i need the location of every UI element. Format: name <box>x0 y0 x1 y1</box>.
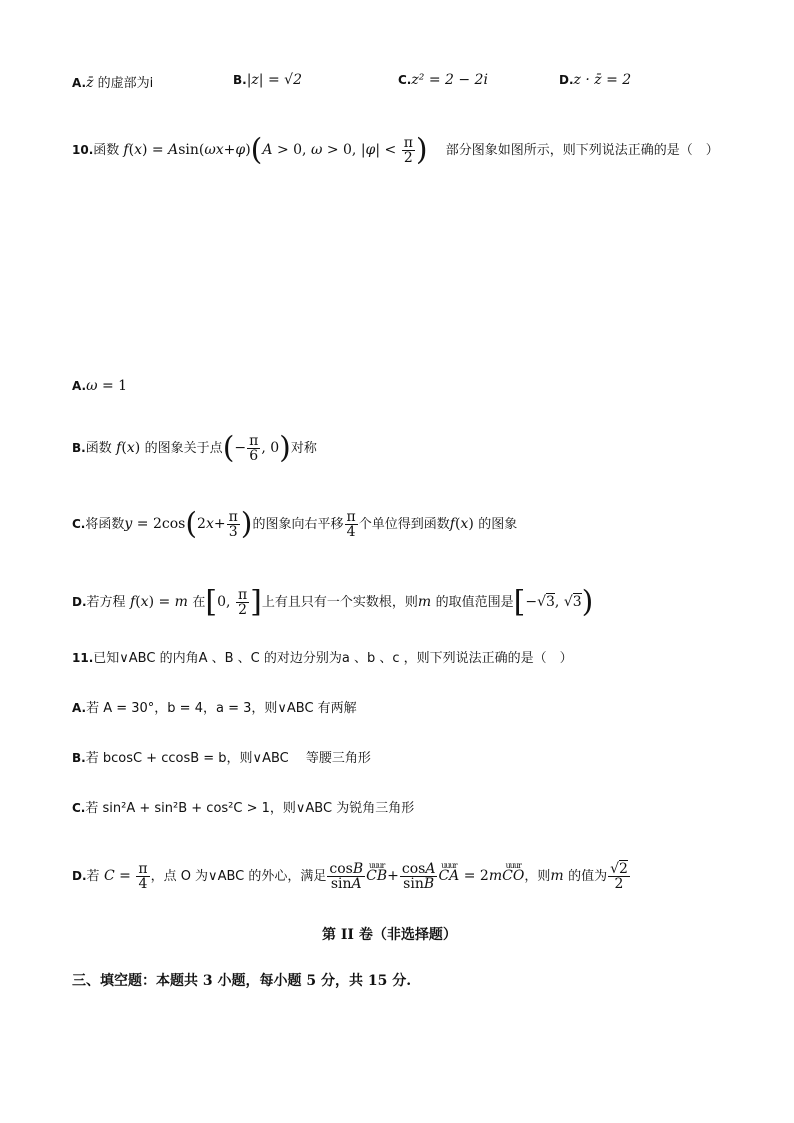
vector-cb: uuur CB <box>366 861 388 884</box>
function-formula: f <box>123 142 129 158</box>
question-number: 10. <box>72 143 94 157</box>
option-text: 若 A = 30°，b = 4，a = 3，则∨ABC 有两解 <box>86 701 357 716</box>
stem-suffix: 部分图象如图所示，则下列说法正确的是（ ） <box>445 143 719 158</box>
option-label: B. <box>233 73 247 87</box>
z-bar-symbol: z̄ <box>86 75 94 91</box>
option-text: 上有且只有一个实数根，则 <box>261 595 418 610</box>
option-math: |z| = √2 <box>246 72 302 88</box>
q10-option-a: A.ω = 1 <box>72 378 128 394</box>
pi-over-4-fraction: $\frac{\pi}{4}$ <box>138 861 148 892</box>
option-label: C. <box>398 73 412 87</box>
option-label: D. <box>559 73 574 87</box>
pi-over-3-fraction: $\frac{\pi}{3}$ <box>228 509 238 540</box>
option-text: ，点 O 为∨ABC 的外心，满足 <box>150 869 327 884</box>
option-label: A. <box>72 379 87 393</box>
stem-prefix: 函数 <box>93 143 120 158</box>
q10-stem: 10.函数 f(x) = Asin(ωx+φ)(A > 0, ω > 0, |φ| < $\frac{\pi}{2}$ ) 部分图象如图所示，则下列说法正确的是（ ） <box>72 132 719 168</box>
option-math: z² = 2 − 2i <box>411 72 488 88</box>
option-text: 在 <box>192 595 206 610</box>
q10-option-c: C.将函数y = 2cos(2x+ $\frac{\pi}{3}$ )的图象向右平移 $\frac{\pi}{4}$ 个单位得到函数f(x) 的图象 <box>72 506 518 542</box>
option-text: 的值为 <box>568 869 608 884</box>
graph-placeholder-area <box>72 180 722 360</box>
option-text: 的图象关于点 <box>144 441 223 456</box>
option-label: C. <box>72 801 86 815</box>
option-text: 对称 <box>290 441 317 456</box>
section-title: 第 II 卷（非选择题） <box>322 927 457 943</box>
q11-stem <box>72 648 573 669</box>
sqrt2-over-2-fraction: $\frac{√2}{2}$ <box>610 861 628 892</box>
option-text: 将函数 <box>85 517 125 532</box>
q9-option-b <box>233 72 302 88</box>
option-text: 若方程 <box>86 595 126 610</box>
option-text: ，则 <box>524 869 551 884</box>
option-text: 的虚部为i <box>93 76 154 91</box>
option-text: 的图象 <box>478 517 518 532</box>
q11-option-c <box>72 798 414 819</box>
option-math: z · z̄ = 2 <box>573 72 632 88</box>
q11-option-b <box>72 748 371 769</box>
q9-option-a <box>72 72 153 91</box>
option-text: 个单位得到函数 <box>358 517 450 532</box>
cosA-over-sinB-fraction: $\frac{\cos A}{\sin B}$ <box>401 861 436 892</box>
option-text: 的取值范围是 <box>435 595 514 610</box>
option-label: B. <box>72 441 86 455</box>
option-text: 若 <box>86 869 100 884</box>
option-label: A. <box>72 76 87 90</box>
option-label: A. <box>72 701 87 715</box>
pi-over-2-fraction: $\frac{\pi}{2}$ <box>403 135 413 166</box>
q9-option-c <box>398 72 488 88</box>
vector-co: uuur CO <box>502 861 525 884</box>
part-three-heading: 三、填空题：本题共 3 小题，每小题 5 分，共 15 分. <box>72 973 412 989</box>
question-number: 11. <box>72 651 94 665</box>
vector-ca: uuur CA <box>438 861 460 884</box>
q10-option-b: B.函数 f(x) 的图象关于点(− $\frac{\pi}{6}$ , 0)对称 <box>72 430 317 466</box>
option-text: 若 sin²A + sin²B + cos²C > 1，则∨ABC 为锐角三角形 <box>85 801 415 816</box>
cosB-over-sinA-fraction: $\frac{\cos B}{\sin A}$ <box>329 861 364 892</box>
q9-option-d <box>559 72 631 88</box>
q10-option-d: D.若方程 f(x) = m 在[0, $\frac{\pi}{2}$ ]上有且只有一个实数根，则m 的取值范围是[−√3, √3) <box>72 584 594 620</box>
option-text: 函数 <box>85 441 112 456</box>
option-label: D. <box>72 595 87 609</box>
stem-text: 已知∨ABC 的内角A 、B 、C 的对边分别为a 、b 、c ，则下列说法正确的是（ ） <box>93 651 573 666</box>
option-text: 若 bcosC + ccosB = b，则∨ABC 等腰三角形 <box>85 751 371 766</box>
option-label: D. <box>72 869 87 883</box>
q11-option-a <box>72 698 357 719</box>
option-label: B. <box>72 751 86 765</box>
pi-over-2-fraction: $\frac{\pi}{2}$ <box>237 587 248 618</box>
pi-over-4-fraction: $\frac{\pi}{4}$ <box>346 509 356 540</box>
pi-over-6-fraction: $\frac{\pi}{6}$ <box>249 433 259 464</box>
q11-option-d: D.若 C = $\frac{\pi}{4}$ ，点 O 为∨ABC 的外心，满足 $\frac{\cos B}{\sin A}$ uuur CB+ $\frac{\cos A}{\sin B}$ uuur CA = 2m uuur CO，则m 的值为 $\frac{√2}{2}$ <box>72 861 628 892</box>
option-label: C. <box>72 517 86 531</box>
option-text: 的图象向右平移 <box>252 517 344 532</box>
